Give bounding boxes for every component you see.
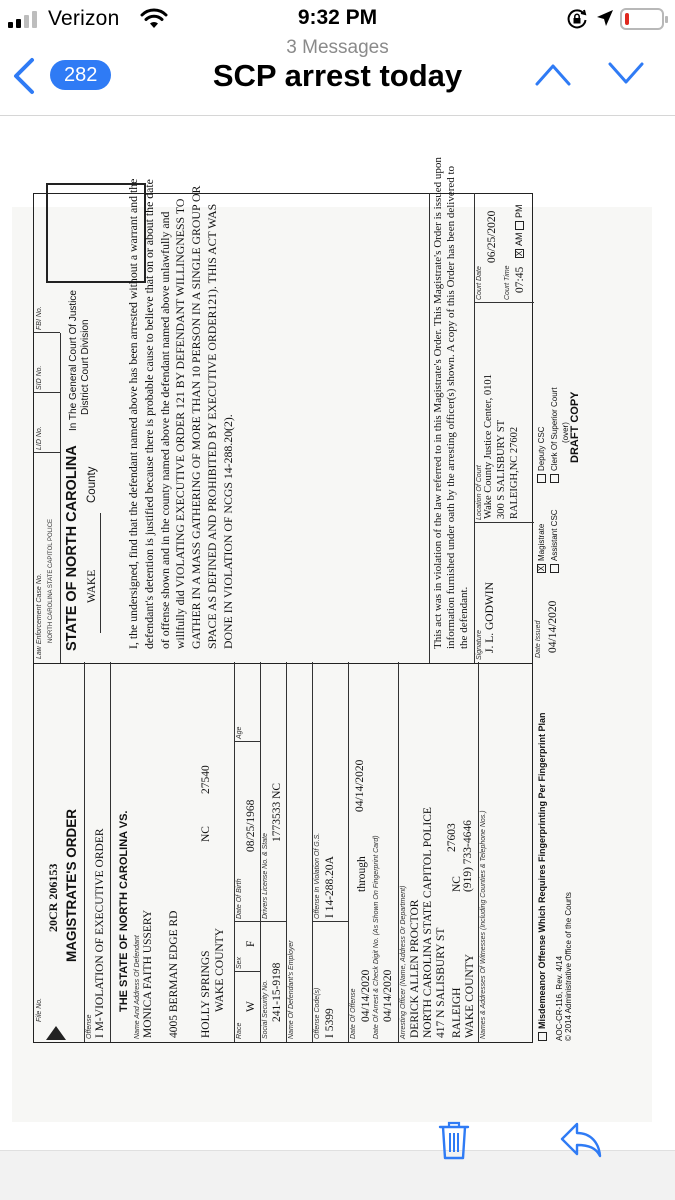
officer-department: NORTH CAROLINA STATE CAPITOL POLICE	[422, 807, 434, 1038]
county-name: WAKE	[86, 569, 98, 603]
sex-value: F	[245, 940, 257, 947]
form-title: MAGISTRATE'S ORDER	[64, 809, 79, 962]
trash-icon[interactable]	[437, 1119, 471, 1161]
arrest-date: 04/14/2020	[382, 969, 394, 1022]
message-subject: SCP arrest today	[212, 58, 463, 93]
am-checkbox: X	[515, 250, 525, 257]
officer-phone: (919) 733-4646	[462, 820, 474, 892]
location-icon	[596, 9, 614, 27]
court-location: Wake County Justice Center, 0101	[483, 374, 494, 519]
drivers-license: 1773533 NC	[271, 782, 283, 842]
rotation-lock-icon	[566, 8, 588, 30]
pm-checkbox	[515, 221, 524, 230]
date-issued: 04/14/2020	[547, 600, 559, 653]
corner-marker	[46, 1026, 66, 1040]
message-count: 3 Messages	[286, 37, 389, 58]
date-of-birth: 08/25/1968	[245, 799, 257, 852]
offense-date-from: 04/14/2020	[360, 969, 372, 1022]
carrier-name: Verizon	[48, 7, 120, 30]
next-message-icon[interactable]	[606, 60, 646, 88]
defendant-county: WAKE COUNTY	[214, 927, 226, 1012]
violation-statement: This act was in violation of the law referred to in this Magistrate's Order. This Magistrate's Order is issued upon information furnished under oath by the arresting officer(s) shown. A copy of this Order has been delivered to the defendant.	[432, 157, 470, 649]
message-nav-bar	[0, 36, 675, 116]
draft-copy-label: DRAFT COPY	[569, 391, 581, 463]
magistrates-order-document	[33, 157, 581, 1043]
offense-description: I M-VIOLATION OF EXECUTIVE ORDER	[94, 828, 106, 1038]
form-number: AOC-CR-116, Rev. 4/14	[555, 955, 564, 1041]
state-vs-heading: THE STATE OF NORTH CAROLINA VS.	[118, 810, 130, 1012]
defendant-street: 4005 BERMAN EDGE RD	[168, 910, 180, 1038]
offense-code: I 5399	[324, 1008, 336, 1038]
court-date: 06/25/2020	[486, 210, 498, 263]
defendant-city: HOLLY SPRINGS	[200, 950, 212, 1038]
reply-icon[interactable]	[559, 1121, 603, 1159]
file-number: 20CR 206153	[46, 863, 60, 932]
mail-toolbar	[0, 1150, 675, 1200]
back-count-badge[interactable]: 282	[50, 60, 111, 90]
probable-cause-narrative: I, the undersigned, find that the defendant named above has been arrested without a warrant and the defendant's detention is justified because there is probable cause to believe that on or about the date of offense shown and in the county named above the defendant named above unlawfully and willfully did VIOLATING EXECUTIVE ORDER 121 BY DEFENDANT WILLINGNESS TO GATHER IN A MASS GATHERING OF MORE THAN 10 PERSON IN A SINGLE GROUP OR SPACE AS DEFINED AND PROHIBITED BY EXECUTIVE ORDER121). THIS ACT WAS DONE IN VIOLATION OF NCGS 14-288.20(2).	[126, 178, 235, 649]
battery-icon	[620, 8, 664, 30]
court-time: 07:45	[514, 266, 526, 293]
form-footer: Misdemeanor Offense Which Requires Fingerprinting Per Fingerprint Plan AOC-CR-116, Rev. 4/14 © 2014 Administrative Office of the Courts Date Issued 04/14/2020 XMagistrate Assistant CSC Deputy CSC Clerk Of Superior Court (over) DRAFT COPY	[535, 387, 581, 1041]
officer-name: DERICK ALLEN PROCTOR	[409, 899, 421, 1038]
state-title: STATE OF NORTH CAROLINA	[64, 445, 80, 651]
misdemeanor-fingerprint: Misdemeanor Offense Which Requires Fingerprinting Per Fingerprint Plan	[537, 712, 547, 1041]
ssn-value: 241-15-9198	[271, 962, 283, 1022]
race-value: W	[245, 1001, 257, 1012]
status-bar	[0, 0, 675, 36]
defendant-zip: 27540	[200, 765, 212, 794]
form-left-panel: File No. 20CR 206153 MAGISTRATE'S ORDER Offense I M-VIOLATION OF EXECUTIVE ORDER THE STATE OF NORTH CAROLINA VS. Name And Address Of Defendant MONICA FAITH USSERY 4005 BERMAN EDGE RD HOLLY SPRINGS NC 27540 WAKE COUNTY Race W Sex F Date Of Birth 08/25/1968 Age Social Security No. 241-15-9198 Drivers License No. & State 1773533 NC Name Of Defendant's Employer Offense Code(s) I 5399 Offense In Violation Of G.S. I 14-288.20A Date Of Offense 04/14/2020 through 04/14/2020 Date Of Arrest & Check Digit No. (As Shown On Fingerprint Card) 04/14/2020 Arresting Officer (Name, Address Or Department) DERICK ALLEN PROCTOR NORTH CAROLINA STATE CAPITOL POLICE 417 N SALISBURY ST RALEIGH NC 27603 WAKE COUNTY (919) 733-4646 Names & Addresses Of Witnesses (Including Counties & Telephone Nos.)	[33, 663, 533, 1043]
defendant-name: MONICA FAITH USSERY	[142, 909, 154, 1038]
statute-value: I 14-288.20A	[324, 856, 336, 918]
magistrate-signature: J. L. GODWIN	[484, 582, 496, 653]
defendant-state: NC	[200, 826, 212, 842]
form-right-panel: Law Enforcement Case No. NORTH CAROLINA STATE CAPITOL POLICE LID No. SID No. FBI No. STATE OF NORTH CAROLINA WAKE County In The General Court Of Justice District Court Division I, the undersigned, find that the defendant named above has been arrested without a warrant and the defendant's detention is justified because there is probable cause to believe that on or about the date of offense shown and in the county named above the defendant named above unlawfully and willfully did VIOLATING EXECUTIVE ORDER 121 BY DEFENDANT WILLINGNESS TO GATHER IN A MASS GATHERING OF MORE THAN 10 PERSON IN A SINGLE GROUP OR SPACE AS DEFINED AND PROHIBITED BY EXECUTIVE ORDER121). THIS ACT WAS DONE IN VIOLATION OF NCGS 14-288.20(2). This act was in violation of the law referred to in this Magistrate's Order. This Magistrate's Order is issued upon information furnished under oath by the arresting officer(s) shown. A copy of this Order has been delivered to the defendant. Signature J. L. GODWIN Location Of Court Wake County Justice Center, 0101 300 S SALISBURY ST RALEIGH,NC 27602 Court Date 06/25/2020 Court Time 07:45 XAM PM	[33, 193, 533, 663]
previous-message-icon[interactable]	[533, 60, 573, 88]
status-time: 9:32 PM	[297, 6, 378, 29]
offense-date-to: 04/14/2020	[354, 759, 366, 812]
